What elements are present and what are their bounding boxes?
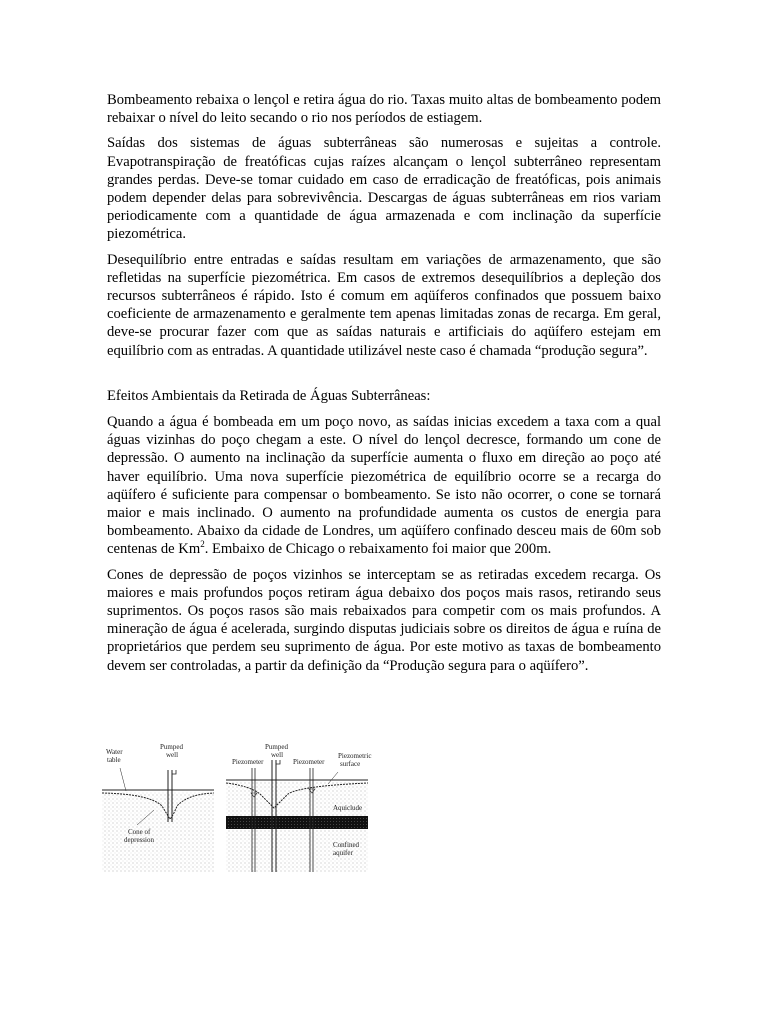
label-piezometer-1: Piezometer <box>232 758 264 766</box>
label-surface: surface <box>340 760 361 768</box>
confined-aquifer-diagram <box>226 743 371 872</box>
pumped-well-arrow-right <box>276 760 280 764</box>
superscript: 2 <box>200 539 205 550</box>
aquiclude-layer <box>226 816 368 829</box>
paragraph-4 <box>107 413 661 559</box>
pumped-well-arrow-left <box>172 770 176 774</box>
label-aquifer: aquifer <box>333 849 353 857</box>
unconfined-aquifer-diagram <box>102 743 214 872</box>
section-heading: Efeitos Ambientais da Retirada de Águas Subterrâneas: <box>107 387 431 404</box>
label-cone-of: Cone of <box>128 828 151 836</box>
aquifer-figure <box>80 730 380 882</box>
label-depression: depression <box>124 836 154 844</box>
paragraph-4-tail: . Embaixo de Chicago o rebaixamento foi maior que 200m. <box>204 541 552 558</box>
label-well-left: well <box>166 751 179 759</box>
paragraph-2: Saídas dos sistemas de águas subterrâneas são numerosas e sujeitas a controle. Evapotranspiração de freatóficas cujas raízes alcançam o lençol subterrâneo representam grandes perdas. Deve-se tomar cuidado em caso de erradicação de freatóficas, pois animais podem depender delas para sobrevivência. Descargas de águas subterrâneas em rios variam periodicamente com a quantidade de água armazenada e com inclinação da superfície piezométrica. <box>107 135 661 243</box>
paragraph-1: Bombeamento rebaixa o lençol e retira água do rio. Taxas muito altas de bombeamento podem rebaixar o nível do leito secando o rio nos períodos de estiagem. <box>107 92 661 127</box>
paragraph-4-text: Quando a água é bombeada em um poço novo, as saídas inicias excedem a taxa com a qual águas vizinhas do poço chegam a este. O nível do lençol decresce, formando um cone de depressão. O aumento na inclinação da superfície aumenta o fluxo em direção ao poço até haver equilíbrio. Uma nova superfície piezométrica de equilíbrio ocorre se a recarga do aqüífero é suficiente para compensar o bombeamento. Se isto não ocorrer, o cone se tornará maior e mais inclinado. O aumento na profundidade aumenta os custos de energia para bombeamento. Abaixo da cidade de Londres, um aqüífero confinado desceu mais de 60m sob centenas de Km <box>107 414 661 558</box>
paragraph-3: Desequilíbrio entre entradas e saídas resultam em variações de armazenamento, que são refletidas na superfície piezométrica. Em casos de extremos desequilíbrios a depleção dos recursos subterrâneos é rápido. Isto é comum em aqüíferos confinados que possuem baixo coeficiente de armazenamento e geralmente tem apenas limitadas zonas de recarga. Em geral, deve-se procurar fazer com que as saídas naturais e artificiais do aqüífero estejam em equilíbrio com as entradas. A quantidade utilizável neste caso é chamada “produção segura”. <box>107 251 661 359</box>
paragraph-5: Cones de depressão de poços vizinhos se interceptam se as retiradas excedem recarga. Os maiores e mais profundos poços retiram água debaixo dos poços mais rasos, retirando seus suprimentos. Os poços rasos são mais rebaixados para competir com os mais profundos. A mineração de água é acelerada, surgindo disputas judiciais sobre os direitos de água e ruína de proprietários que perdem seu suprimento de água. Por este motivo as taxas de bombeamento devem ser controladas, a partir da definição da “Produção segura para o aqüífero”. <box>107 566 661 674</box>
label-well-right: well <box>271 751 284 759</box>
label-aquiclude: Aquiclude <box>333 804 363 812</box>
label-pumped-left: Pumped <box>160 743 183 751</box>
label-confined: Confined <box>333 841 360 849</box>
label-table: table <box>107 756 121 764</box>
label-piezometric: Piezometric <box>338 752 372 760</box>
label-water: Water <box>106 748 123 756</box>
document-body <box>107 91 661 682</box>
label-piezometer-2: Piezometer <box>293 758 325 766</box>
label-pumped-right: Pumped <box>265 743 288 751</box>
